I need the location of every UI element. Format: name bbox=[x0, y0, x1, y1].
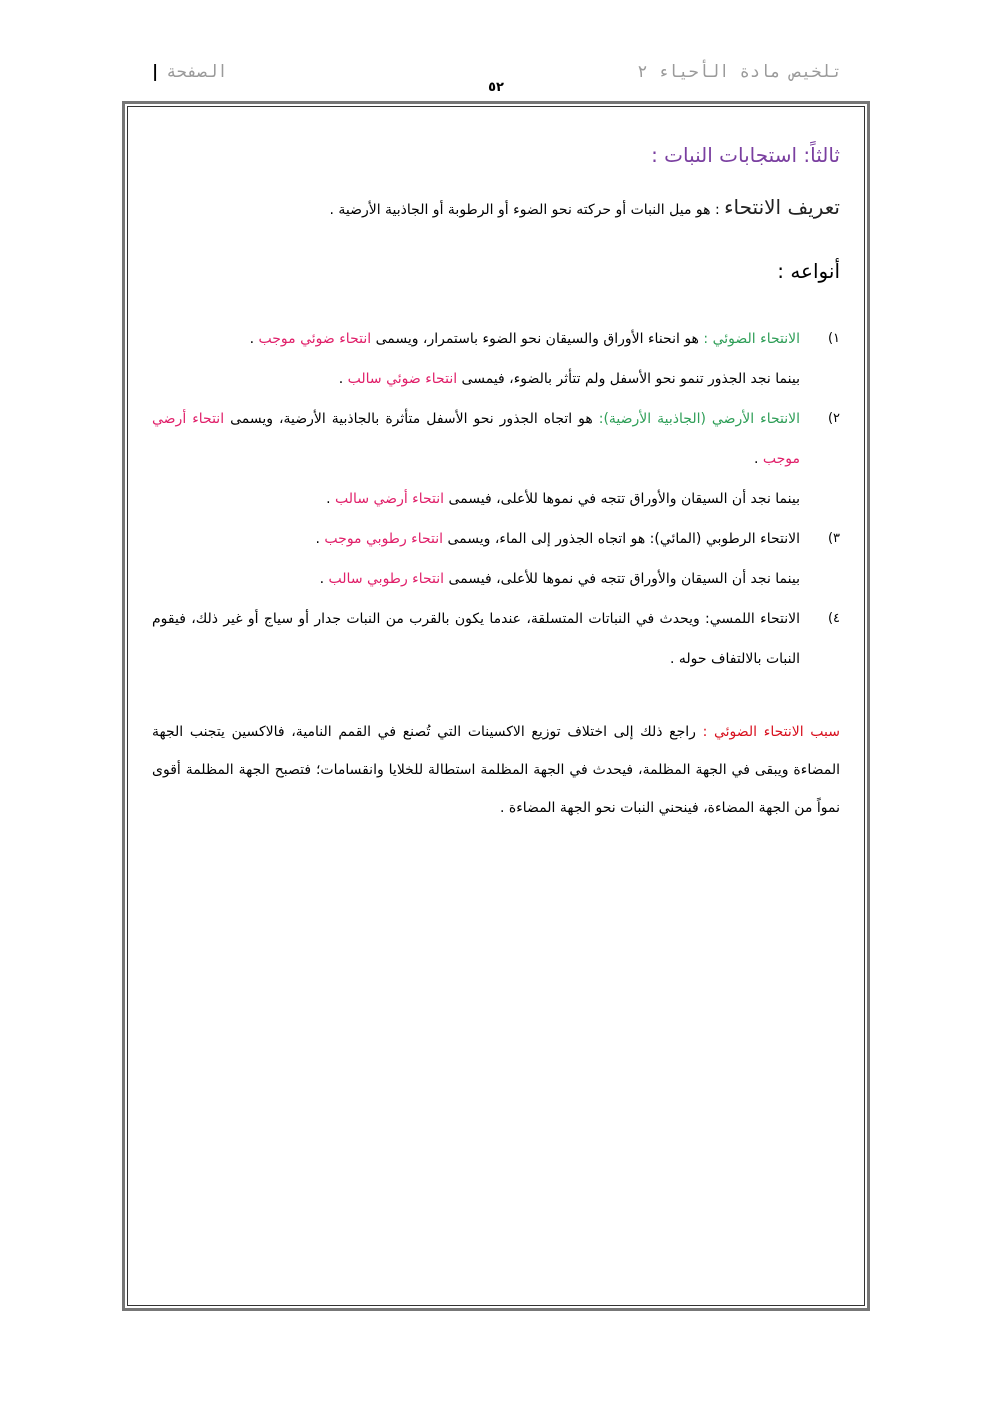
item-end: . bbox=[315, 531, 325, 547]
note-highlight: انتحاء ضوئي سالب bbox=[347, 371, 458, 387]
item-body bbox=[152, 599, 800, 679]
item-number: ٤) bbox=[827, 611, 840, 626]
page-label-group bbox=[150, 62, 228, 82]
reason-sep: : bbox=[695, 724, 714, 740]
item-highlight: انتحاء ضوئي موجب bbox=[258, 331, 372, 347]
item-note bbox=[152, 359, 840, 399]
definition bbox=[152, 187, 840, 227]
list-item-phototropism bbox=[152, 319, 840, 359]
item-highlight: انتحاء رطوبي موجب bbox=[324, 531, 444, 547]
document-title: تلخيص مادة الأحياء ٢ bbox=[637, 62, 842, 82]
note-end: . bbox=[338, 371, 348, 387]
page-number: ٥٢ bbox=[488, 80, 504, 95]
page-label: الصفحة bbox=[166, 62, 228, 82]
item-note bbox=[152, 559, 840, 599]
definition-colon: : bbox=[710, 202, 725, 218]
item-number: ١) bbox=[827, 331, 840, 346]
types-heading: أنواعه : bbox=[777, 259, 840, 283]
page-frame-inner bbox=[127, 106, 865, 1306]
page-content bbox=[152, 135, 840, 827]
page-frame bbox=[122, 101, 870, 1311]
note-end: . bbox=[319, 571, 329, 587]
list-item-geotropism bbox=[152, 399, 840, 479]
item-end: . bbox=[249, 331, 259, 347]
item-note bbox=[152, 479, 840, 519]
list-item-thigmotropism bbox=[152, 599, 840, 679]
item-highlight: انتحاء أرضي موجب bbox=[152, 411, 800, 467]
note-text: بينما نجد الجذور تنمو نحو الأسفل ولم تتأثر بالضوء، فيمسى bbox=[457, 371, 800, 387]
item-sep: : bbox=[698, 331, 713, 347]
item-name: الانتحاء الضوئي bbox=[712, 331, 800, 347]
header-bar: | bbox=[150, 62, 161, 82]
note-text: بينما نجد أن السيقان والأوراق تتجه في نموها للأعلى، فيسمى bbox=[444, 491, 800, 507]
definition-term: تعريف الانتحاء bbox=[724, 195, 840, 219]
item-body bbox=[152, 319, 800, 359]
note-highlight: انتحاء أرضي سالب bbox=[335, 491, 445, 507]
reason-label: سبب الانتحاء الضوئي bbox=[713, 724, 840, 740]
note-text: بينما نجد أن السيقان والأوراق تتجه في نموها للأعلى، فيسمى bbox=[444, 571, 800, 587]
item-name: الانتحاء الأرضي (الجاذبية الأرضية): bbox=[598, 411, 800, 427]
item-end: . bbox=[753, 451, 763, 467]
item-body bbox=[152, 519, 800, 559]
phototropism-reason bbox=[152, 713, 840, 827]
item-text: الانتحاء اللمسي: ويحدث في النباتات المتسلقة، عندما يكون بالقرب من النبات جدار أو سياج أو غير ذلك، فيقوم النبات بالالتفاف حوله . bbox=[152, 611, 800, 667]
item-number: ٣) bbox=[827, 531, 840, 546]
item-text: الانتحاء الرطوبي (المائي): هو اتجاه الجذور إلى الماء، ويسمى bbox=[443, 531, 800, 547]
item-number: ٢) bbox=[827, 411, 840, 426]
note-end: . bbox=[326, 491, 336, 507]
reason-text: راجع ذلك إلى اختلاف توزيع الاكسينات التي تُصنع في القمم النامية، فالاكسين يتجنب الجهة المضاءة ويبقى في الجهة المظلمة، فيحدث في الجهة المظلمة استطالة للخلايا وانقسامات؛ فتصبح الجهة المظلمة أقوى نمواً من الجهة المضاءة، فينحني النبات نحو الجهة المضاءة . bbox=[152, 724, 840, 816]
section-title: ثالثاً: استجابات النبات : bbox=[651, 143, 840, 167]
item-text: هو انحناء الأوراق والسيقان نحو الضوء باستمرار، ويسمى bbox=[371, 331, 699, 347]
definition-text: هو ميل النبات أو حركته نحو الضوء أو الرطوبة أو الجاذبية الأرضية . bbox=[329, 202, 711, 218]
item-body bbox=[152, 399, 800, 479]
note-highlight: انتحاء رطوبي سالب bbox=[328, 571, 445, 587]
item-text: هو اتجاه الجذور نحو الأسفل متأثرة بالجاذبية الأرضية، ويسمى bbox=[224, 411, 599, 427]
tropism-types-list bbox=[152, 319, 840, 679]
list-item-hydrotropism bbox=[152, 519, 840, 559]
